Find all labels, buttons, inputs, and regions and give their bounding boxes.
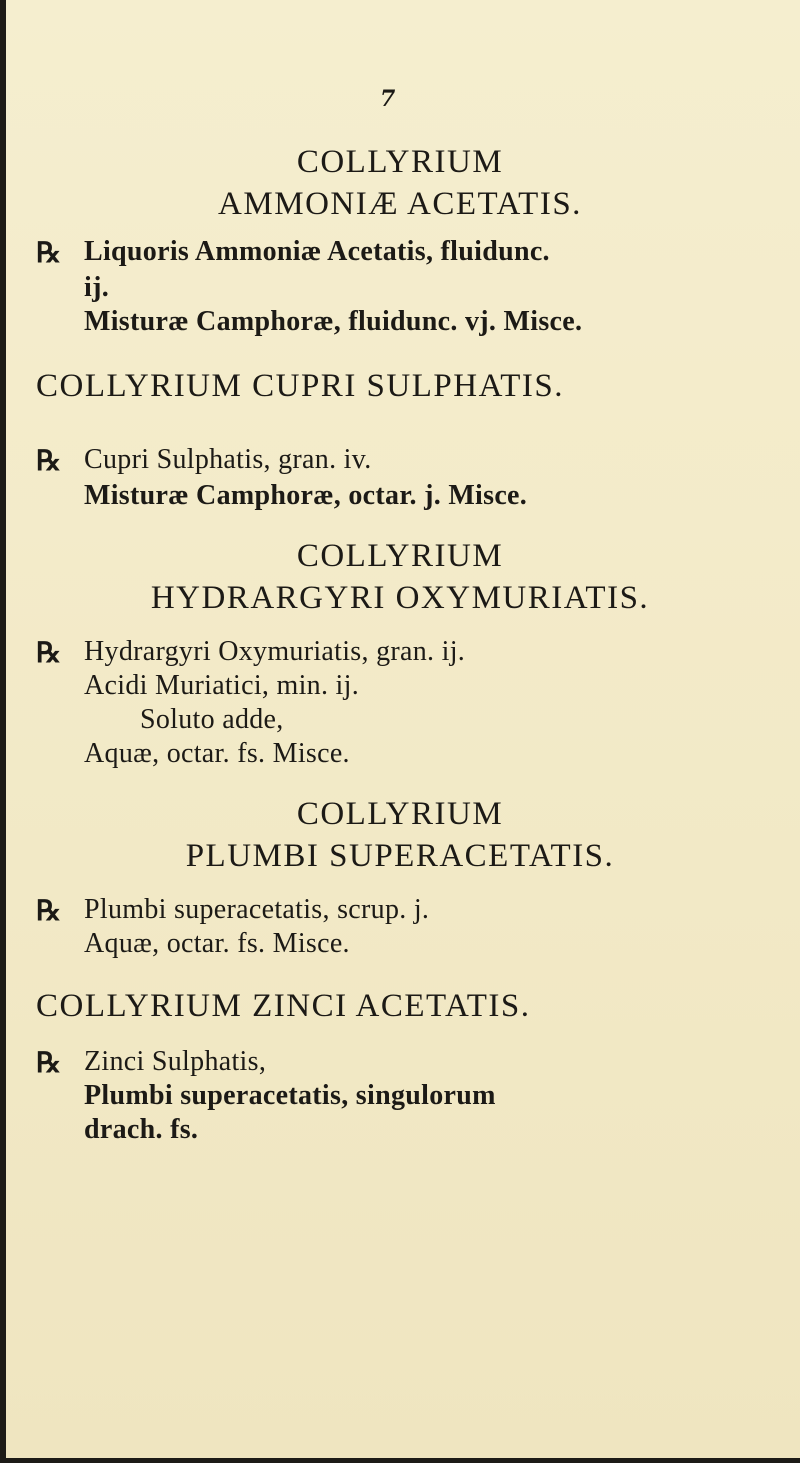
section-3-line-2: Acidi Muriatici, min. ij. (84, 670, 360, 701)
section-3-title-line-1: COLLYRIUM (296, 538, 504, 574)
recipe-symbol: ℞ (36, 446, 62, 477)
section-5-title: COLLYRIUM ZINCI ACETATIS. (36, 988, 531, 1024)
section-3-line-4: Aquæ, octar. fs. Misce. (84, 738, 350, 769)
section-1-title-line-1: COLLYRIUM (296, 144, 504, 180)
page-bottom-border (0, 1458, 800, 1463)
section-5-line-1: Zinci Sulphatis, (84, 1046, 267, 1077)
section-1-line-3: Misturæ Camphoræ, fluidunc. vj. Misce. (84, 306, 583, 337)
section-1-title-line-2: AMMONIÆ ACETATIS. (218, 186, 582, 222)
section-1-line-1: Liquoris Ammoniæ Acetatis, fluidunc. (84, 236, 550, 267)
section-3-line-3: Soluto adde, (140, 704, 284, 735)
recipe-symbol: ℞ (36, 1048, 62, 1079)
section-4-title-line-1: COLLYRIUM (296, 796, 504, 832)
section-3-line-1: Hydrargyri Oxymuriatis, gran. ij. (84, 636, 466, 667)
recipe-symbol: ℞ (36, 238, 62, 269)
recipe-symbol: ℞ (36, 638, 62, 669)
section-4-line-1: Plumbi superacetatis, scrup. j. (84, 894, 430, 925)
recipe-symbol: ℞ (36, 896, 62, 927)
section-1-line-2: ij. (84, 272, 110, 303)
section-3-title-line-2: HYDRARGYRI OXYMURIATIS. (150, 580, 650, 616)
section-2-line-2: Misturæ Camphoræ, octar. j. Misce. (84, 480, 528, 511)
section-2-title: COLLYRIUM CUPRI SULPHATIS. (36, 368, 565, 404)
section-2-line-1: Cupri Sulphatis, gran. iv. (84, 444, 372, 475)
section-4-line-2: Aquæ, octar. fs. Misce. (84, 928, 350, 959)
section-5-line-3: drach. fs. (84, 1114, 199, 1145)
section-5-line-2: Plumbi superacetatis, singulorum (84, 1080, 496, 1111)
page-number: 7 (380, 86, 396, 112)
section-4-title-line-2: PLUMBI SUPERACETATIS. (185, 838, 615, 874)
